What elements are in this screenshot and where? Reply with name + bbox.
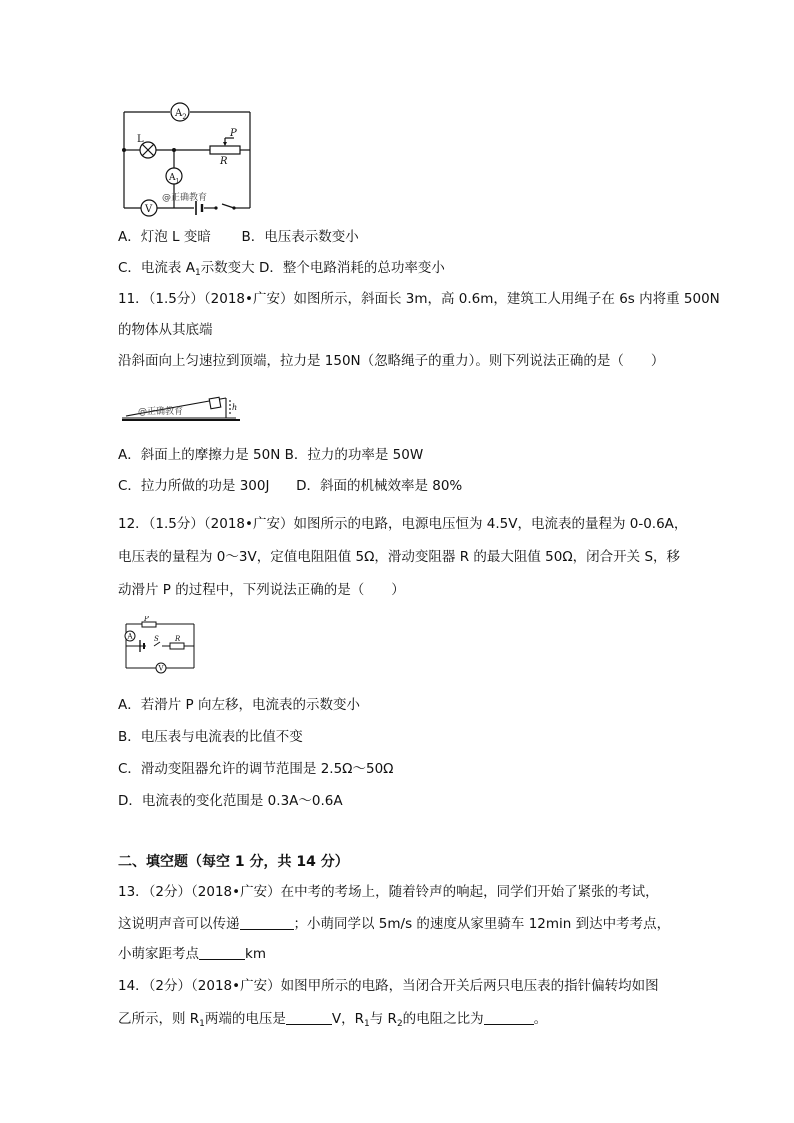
q10-v-label: V (145, 204, 153, 215)
q14-answer-blank-1[interactable] (286, 1010, 332, 1025)
q14-stem-line2: 乙所示，则 $R_1$两端的电压是 V，$R_1$与 $R_2$的电阻之比为 。 (118, 1011, 548, 1029)
q11-stem-line2: 的物体从其底端 (118, 322, 213, 338)
q12-r-label: R (175, 635, 181, 643)
q12-a-label: A (127, 632, 133, 641)
q12-option-a: A．若滑片 P 向左移，电流表的示数变小 (118, 697, 360, 713)
q11-option-c: C．拉力所做的功是 300J (118, 478, 270, 494)
q12-option-c: C．滑动变阻器允许的调节范围是 2.5Ω～50Ω (118, 761, 394, 777)
q11-option-a: A．斜面上的摩擦力是 50N (118, 447, 281, 463)
q10-l-label: L (137, 134, 144, 145)
q12-stem-line3: 动滑片 P 的过程中，下列说法正确的是（ ） (118, 582, 405, 598)
q11-option-d: D．斜面的机械效率是 80% (296, 478, 463, 494)
q10-r-label: R (220, 156, 228, 167)
q12-p-label: P (144, 616, 149, 623)
q11-option-b: B．拉力的功率是 50W (284, 447, 424, 463)
q10-option-d: D．整个电路消耗的总功率变小 (258, 260, 445, 276)
q13-stem-line2: 这说明声音可以传递 ；小萌同学以 5m/s 的速度从家里骑车 12min 到达中考考点， (118, 916, 671, 932)
q12-stem-line2: 电压表的量程为 0～3V，定值电阻阻值 5Ω，滑动变阻器 R 的最大阻值 50Ω，闭合开关 S，移 (118, 549, 681, 565)
q13-stem-line3: 小萌家距考点 km (118, 946, 266, 962)
q10-option-b: B．电压表示数变小 (241, 229, 359, 245)
q10-option-c: C．电流表 $A_1$示数变大 (118, 260, 255, 278)
q11-stem-line3: 沿斜面向上匀速拉到顶端，拉力是 150N（忽略绳子的重力）。则下列说法正确的是（ ） (118, 353, 665, 369)
q10-watermark: @正确教育 (162, 193, 208, 203)
section2-title: 二、填空题（每空 1 分，共 14 分） (118, 854, 349, 870)
q13-answer-blank-1[interactable] (240, 915, 294, 930)
q10-options-ab (118, 227, 359, 247)
q12-option-d: D．电流表的变化范围是 0.3A～0.6A (118, 793, 343, 809)
q11-stem-line1: 11．（1.5分）（2018•广安）如图所示，斜面长 3m，高 0.6m，建筑工人用绳子在 6s 内将重 500N (118, 291, 720, 307)
q11-options-ab (118, 445, 423, 465)
q10-a1-label: $A_1$ (169, 173, 180, 185)
q10-circuit-diagram (118, 100, 258, 220)
q14-stem-line1: 14．（2分）（2018•广安）如图甲所示的电路，当闭合开关后两只电压表的指针偏转均如图 (118, 978, 659, 994)
q10-options-cd (118, 258, 445, 283)
q10-a2-label: $A_2$ (175, 108, 187, 121)
q13-stem-line1: 13．（2分）（2018•广安）在中考的考场上，随着铃声的响起，同学们开始了紧张的考试， (118, 884, 659, 900)
q11-h-label: h (232, 403, 238, 412)
q12-v-label: V (158, 664, 164, 673)
q12-option-b: B．电压表与电流表的比值不变 (118, 729, 303, 745)
q11-incline-diagram (118, 392, 248, 426)
q12-stem-line1: 12．（1.5分）（2018•广安）如图所示的电路，电源电压恒为 4.5V，电流表的量程为 0-0.6A， (118, 516, 688, 532)
q14-answer-blank-2[interactable] (484, 1010, 534, 1025)
q13-answer-blank-2[interactable] (199, 945, 245, 960)
q10-option-a: A．灯泡 L 变暗 (118, 229, 211, 245)
q12-s-label: S (154, 635, 159, 643)
q11-options-cd (118, 476, 462, 496)
q12-circuit-diagram (118, 616, 200, 676)
q11-watermark: @正确教育 (138, 407, 184, 417)
q10-p-label: P (230, 128, 237, 139)
